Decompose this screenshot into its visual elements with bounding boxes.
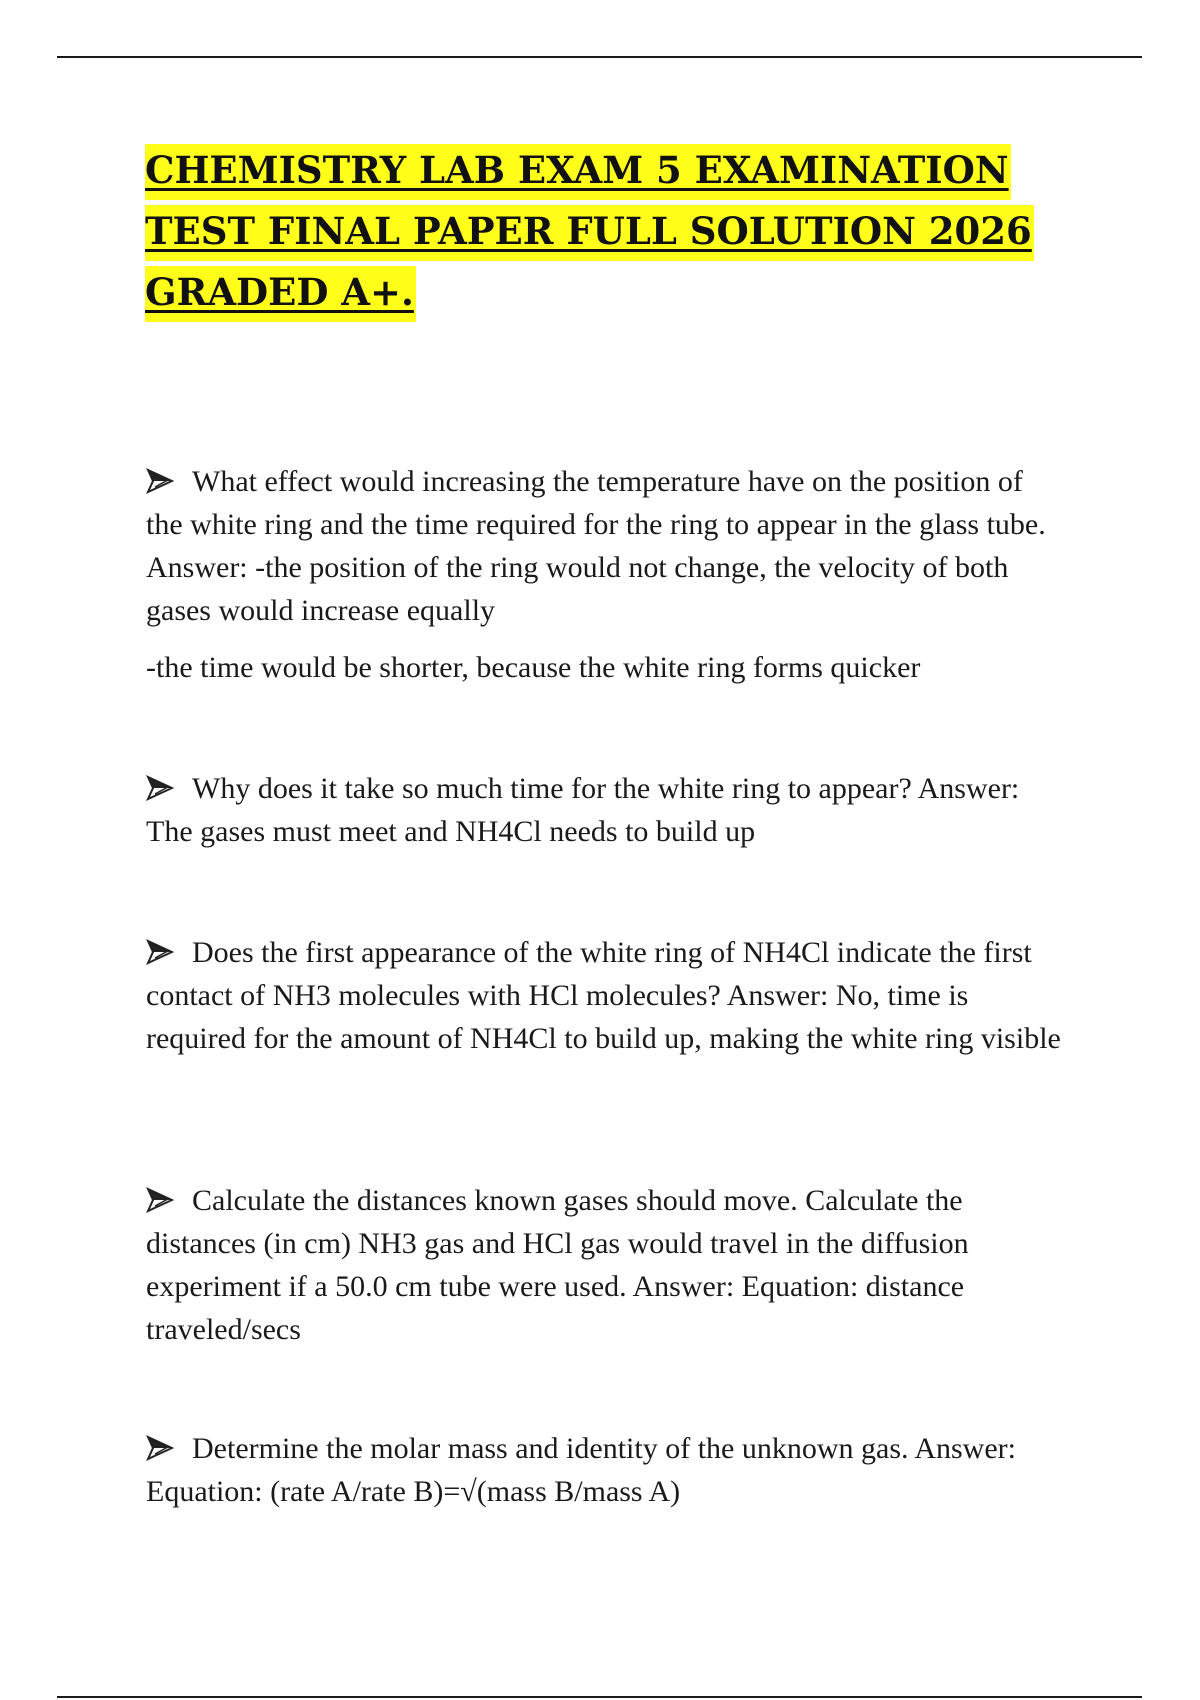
qa-text: Does the first appearance of the white ring of NH4Cl indicate the first contact of NH3 molecules with HCl molecules? Answer: No, time is required for the amount of NH4Cl to build up, making the white ring visible bbox=[146, 936, 1061, 1055]
arrowhead-bullet-icon bbox=[146, 939, 174, 965]
bottom-rule bbox=[57, 1696, 1142, 1698]
title-line-2: TEST FINAL PAPER FULL SOLUTION 2026 bbox=[145, 205, 1034, 261]
title-line-3: GRADED A+. bbox=[145, 266, 416, 322]
qa-text: Determine the molar mass and identity of the unknown gas. Answer: Equation: (rate A/rate B)=√(mass B/mass A) bbox=[146, 1432, 1016, 1508]
arrowhead-bullet-icon bbox=[146, 775, 174, 801]
qa-item bbox=[146, 931, 1066, 1060]
arrowhead-bullet-icon bbox=[146, 1187, 174, 1213]
qa-text: Why does it take so much time for the white ring to appear? Answer: The gases must meet and NH4Cl needs to build up bbox=[146, 772, 1020, 848]
qa-text: What effect would increasing the temperature have on the position of the white ring and the time required for the ring to appear in the glass tube. Answer: -the position of the ring would not change, the velocity of both gases would increase equally bbox=[146, 465, 1046, 627]
qa-item bbox=[146, 767, 1066, 853]
qa-extra-text: -the time would be shorter, because the white ring forms quicker bbox=[146, 651, 921, 684]
qa-item bbox=[146, 1179, 1066, 1351]
arrowhead-bullet-icon bbox=[146, 468, 174, 494]
qa-item bbox=[146, 1427, 1066, 1513]
top-rule bbox=[57, 56, 1142, 58]
qa-item bbox=[146, 460, 1066, 689]
qa-text: Calculate the distances known gases should move. Calculate the distances (in cm) NH3 gas and HCl gas would travel in the diffusion experiment if a 50.0 cm tube were used. Answer: Equation: distance traveled/secs bbox=[146, 1184, 969, 1346]
title-line-1: CHEMISTRY LAB EXAM 5 EXAMINATION bbox=[145, 144, 1011, 200]
document-title bbox=[145, 140, 1045, 323]
arrowhead-bullet-icon bbox=[146, 1435, 174, 1461]
